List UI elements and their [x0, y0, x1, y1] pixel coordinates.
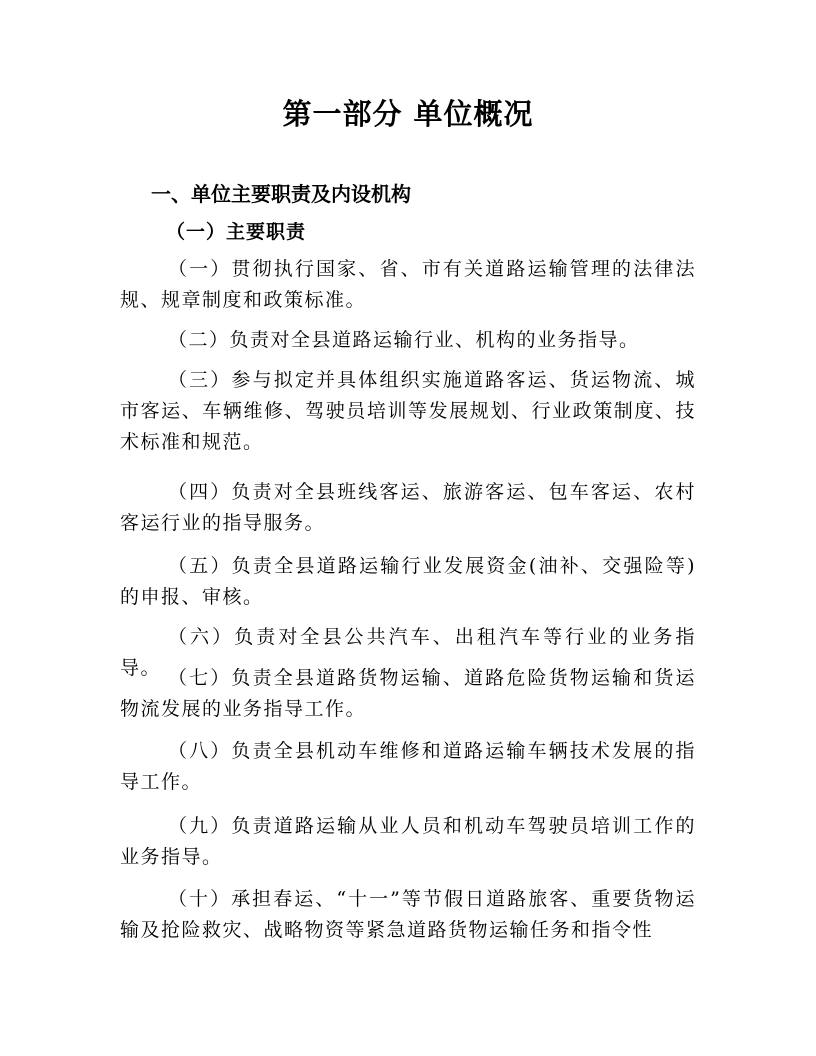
- paragraph-duty-9: （九）负责道路运输从业人员和机动车驾驶员培训工作的业务指导。: [120, 815, 696, 868]
- paragraph-duty-10: （十）承担春运、“十一”等节假日道路旅客、重要货物运输及抢险救灾、战略物资等紧急道路货物运输任务和指令性: [120, 888, 696, 941]
- paragraph-duty-3: （三）参与拟定并具体组织实施道路客运、货运物流、城市客运、车辆维修、驾驶员培训等发展规划、行业政策制度、技术标准和规范。: [120, 369, 696, 453]
- paragraph-duty-7: （七）负责全县道路货物运输、道路危险货物运输和货运物流发展的业务指导工作。: [120, 667, 696, 720]
- paragraph-duty-5: （五）负责全县道路运输行业发展资金(油补、交强险等)的申报、审核。: [120, 555, 696, 608]
- paragraph-duty-4: （四）负责对全县班线客运、旅游客运、包车客运、农村客运行业的指导服务。: [120, 481, 696, 534]
- section-heading: 一、单位主要职责及内设机构: [151, 182, 411, 206]
- paragraph-duty-1: （一）贯彻执行国家、省、市有关道路运输管理的法律法规、规章制度和政策标准。: [120, 258, 696, 311]
- paragraph-duty-6: （六）负责对全县公共汽车、出租汽车等行业的业务指导。: [120, 626, 696, 679]
- paragraph-duty-2: （二）负责对全县道路运输行业、机构的业务指导。: [168, 329, 640, 351]
- subsection-heading: （一）主要职责: [166, 221, 307, 243]
- page-title: 第一部分 单位概况: [282, 97, 534, 131]
- paragraph-duty-8: （八）负责全县机动车维修和道路运输车辆技术发展的指导工作。: [120, 740, 696, 793]
